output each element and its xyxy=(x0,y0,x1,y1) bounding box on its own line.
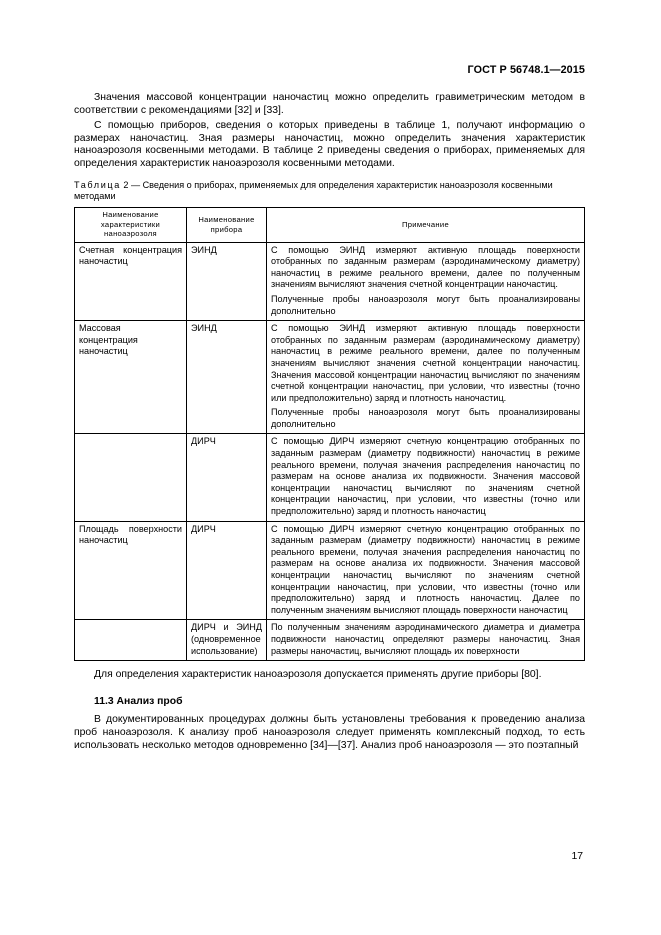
table-caption-label: Таблица xyxy=(74,179,121,190)
row-notes xyxy=(267,434,585,521)
note-paragraph: Полученные пробы наноаэрозоля могут быть проанализированы дополнительно xyxy=(271,407,580,429)
table-header-row xyxy=(75,207,585,242)
note-paragraph: Полученные пробы наноаэрозоля могут быть проанализированы дополнительно xyxy=(271,293,580,316)
row-characteristic: Массовая концентрация наночастиц xyxy=(75,321,187,434)
table-caption xyxy=(74,180,585,202)
table-row xyxy=(75,321,585,434)
row-device: ДИРЧ и ЭИНД (одновременное использование) xyxy=(187,620,267,661)
intro-paragraph-2: С помощью приборов, сведения о которых приведены в таблице 1, получают информацию о размерах наночастиц. Зная размеры наночастиц, можно определить значения характеристик наноаэрозоля косвенными методами. В таблице 2 приведены сведения о приборах, применяемых для определения характеристик наноаэрозоля косвенными методами. xyxy=(74,120,585,169)
table-row xyxy=(75,521,585,620)
row-device: ЭИНД xyxy=(187,242,267,321)
row-characteristic xyxy=(75,620,187,661)
intro-paragraph-1: Значения массовой концентрации наночастиц можно определить гравиметрическим методом в соответствии с рекомендациями [32] и [33]. xyxy=(74,92,585,116)
note-paragraph: По полученным значениям аэродинамического диаметра и диаметра подвижности наночастиц определяют размеры наночастиц. Зная размеры наночастиц, вычисляют площадь их поверхности xyxy=(271,622,580,656)
table-row xyxy=(75,620,585,661)
header-notes: Примечание xyxy=(267,207,585,242)
table-row xyxy=(75,434,585,521)
row-characteristic: Площадь поверхности наночастиц xyxy=(75,521,187,620)
row-characteristic xyxy=(75,434,187,521)
section-heading: 11.3 Анализ проб xyxy=(94,695,183,707)
row-notes xyxy=(267,242,585,321)
row-notes xyxy=(267,620,585,661)
instruments-table xyxy=(74,207,585,662)
after-table-paragraph: Для определения характеристик наноаэрозоля допускается применять другие приборы [80]. xyxy=(94,669,542,681)
table-row xyxy=(75,242,585,321)
row-device: ЭИНД xyxy=(187,321,267,434)
note-paragraph: С помощью ДИРЧ измеряют счетную концентрацию отобранных по заданным размерам (диаметру подвижности) наночастиц в режиме реального времени, получая значения распределения наночастиц по размерам на основе анализа их подвижности. Значения массовой концентрации наночастиц вычисляют по значениям счетной концентрации наночастиц, при условии, что известны (точно или предположительно) заряд и плотность наночастиц. Далее по полученным значениям вычисляют площадь поверхности наночастиц xyxy=(271,523,580,615)
note-paragraph: С помощью ДИРЧ измеряют счетную концентрацию отобранных по заданным размерам (диаметру подвижности) наночастиц в режиме реального времени, получая значения распределения наночастиц по размерам на основе анализа их подвижности. Значения массовой концентрации наночастиц вычисляют по значениям счетной концентрации наночастиц, при условии, что известны (точно или предположительно) заряд и плотность наночастиц xyxy=(271,436,580,517)
header-characteristic: Наименование характеристики наноаэрозоля xyxy=(75,207,187,242)
row-device: ДИРЧ xyxy=(187,521,267,620)
row-device: ДИРЧ xyxy=(187,434,267,521)
document-body xyxy=(74,92,585,755)
note-paragraph: С помощью ЭИНД измеряют активную площадь поверхности отобранных по заданным размерам (аэродинамическому диаметру) наночастиц в режиме реального времени, далее по полученным значениям вычисляют значения счетной концентрации наночастиц. xyxy=(271,244,580,290)
document-standard-id: ГОСТ Р 56748.1—2015 xyxy=(467,64,585,76)
note-paragraph: С помощью ЭИНД измеряют активную площадь поверхности отобранных по заданным размерам (аэродинамическому диаметру) наночастиц в режиме реального времени, далее по полученным значениям вычисляют значения счетной концентрации наночастиц. Значения массовой концентрации наночастиц вычисляют по значениям счетной концентрации наночастиц, при условии, что известны (точно или предположительно) заряд и плотность наночастиц. xyxy=(271,323,580,403)
table-caption-text: 2 — Сведения о приборах, применяемых для определения характеристик наноаэрозоля косвенными методами xyxy=(74,179,553,201)
header-device: Наименование прибора xyxy=(187,207,267,242)
row-notes xyxy=(267,321,585,434)
section-paragraph: В документированных процедурах должны быть установлены требования к проведению анализа проб наноаэрозоля. К анализу проб наноаэрозоля следует применять комплексный подход, то есть использовать несколько методов одновременно [34]—[37]. Анализ проб наноаэрозоля — это поэтапный xyxy=(74,714,585,751)
row-characteristic: Счетная концентрация наночастиц xyxy=(75,242,187,321)
page-number: 17 xyxy=(571,851,583,862)
row-notes xyxy=(267,521,585,620)
